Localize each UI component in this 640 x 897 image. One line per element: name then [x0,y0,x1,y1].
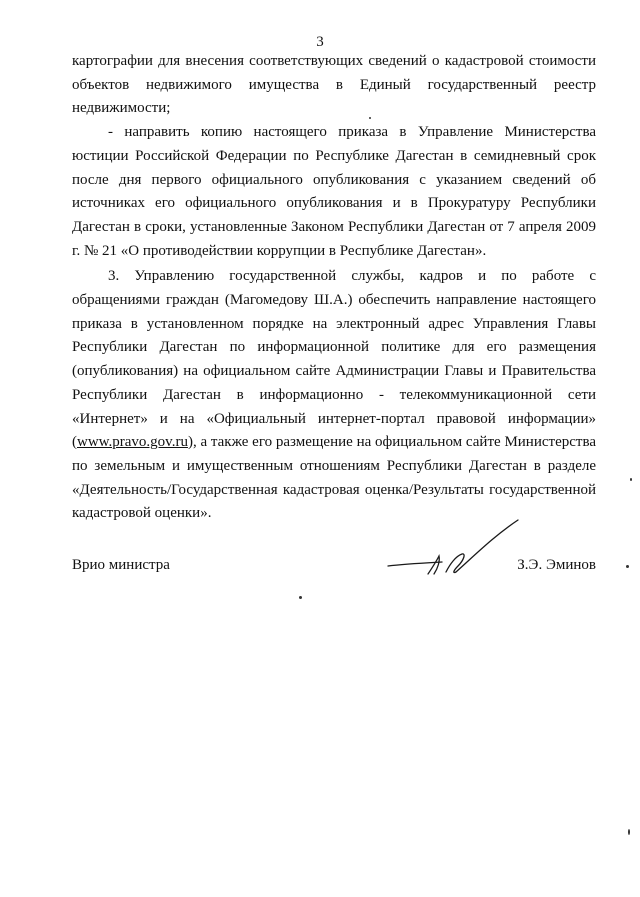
scan-speck [628,829,630,835]
handwritten-signature-icon [384,516,524,586]
page-number: 3 [316,34,324,50]
paragraph-publication-text-end: ), а также его размещение на официальном сайте Министерства по земельным и имущественным отношениям Республики Дагестан в разделе «Деятельность/Государственная кадастровая оценка/Результаты государственной кадастровой оценки». [72,434,596,522]
scan-speck [626,565,629,568]
scan-speck [630,478,632,481]
signatory-name: З.Э. Эминов [517,557,596,573]
paragraph-send-copy: - направить копию настоящего приказа в Управление Министерства юстиции Российской Федерации по Республике Дагестан в семидневный срок после дня первого официального опубликования с указанием сведений об источниках его официального опубликования и в Прокуратуру Республики Дагестан в сроки, установленные Законом Республики Дагестан от 7 апреля 2009 г. № 21 «О противодействии коррупции в Республике Дагестан». [72,124,596,259]
paragraph-publication [72,265,596,526]
paragraph-publication-text-start: 3. Управлению государственной службы, кадров и по работе с обращениями граждан (Магомедову Ш.А.) обеспечить направление настоящего приказа в установленном порядке на электронный адрес Управления Главы Республики Дагестан по информационной политике для его размещения (опубликования) на официальном сайте Администрации Главы и Правительства Республики Дагестан в информационно - телекоммуникационной сети «Интернет» и на «Официальный интернет-портал правовой информации» ( [72,268,596,451]
scan-speck [369,117,371,119]
scan-speck [299,596,302,599]
pravo-portal-link[interactable]: www.pravo.gov.ru [77,434,188,451]
paragraph-continuation: картографии для внесения соответствующих сведений о кадастровой стоимости объектов недвижимого имущества в Единый государственный реестр недвижимости; [72,53,596,117]
document-body [72,50,596,526]
signatory-title: Врио министра [72,557,170,573]
